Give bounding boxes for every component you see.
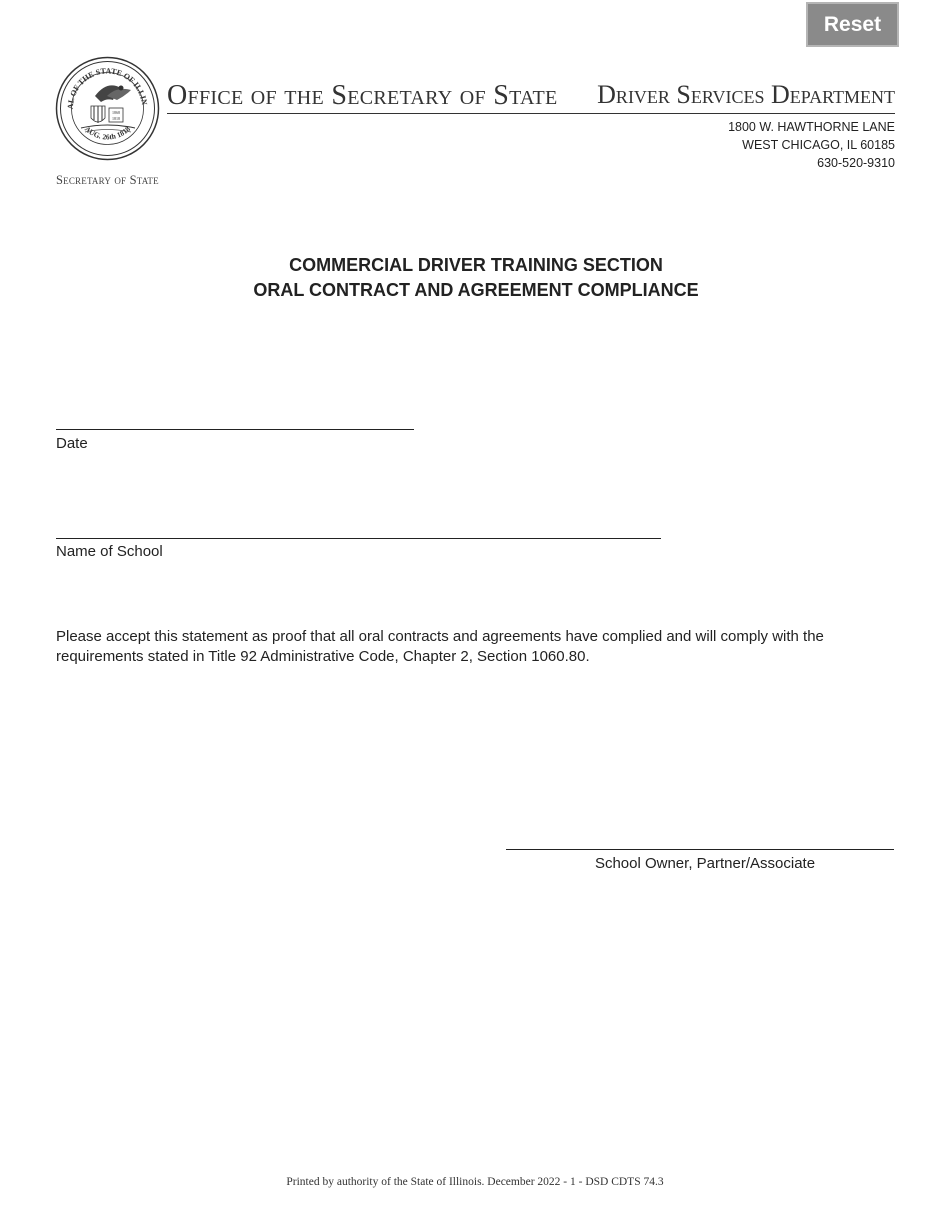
school-name-input[interactable] bbox=[56, 513, 661, 537]
address-block bbox=[728, 118, 895, 172]
date-underline bbox=[56, 429, 414, 430]
header-divider bbox=[167, 113, 895, 114]
reset-button[interactable]: Reset bbox=[806, 2, 899, 47]
state-seal bbox=[55, 56, 160, 161]
compliance-statement: Please accept this statement as proof that all oral contracts and agreements have complied and will comply with the requirements stated in Title 92 Administrative Code, Chapter 2, Section 1060.80. bbox=[56, 628, 824, 665]
phone-number: 630-520-9310 bbox=[817, 156, 895, 170]
address-line: 1800 W. HAWTHORNE LANE bbox=[728, 120, 895, 134]
signature-label: School Owner, Partner/Associate bbox=[594, 855, 816, 872]
form-title bbox=[0, 253, 950, 303]
school-name-label: Name of School bbox=[56, 543, 163, 560]
date-input[interactable] bbox=[56, 404, 414, 428]
signature-underline bbox=[506, 849, 894, 850]
svg-text:SEAL OF THE STATE OF ILLINOIS: AL OF THE STATE OF ILLIN bbox=[65, 66, 149, 110]
date-label: Date bbox=[56, 435, 88, 452]
form-title-line: COMMERCIAL DRIVER TRAINING SECTION bbox=[289, 255, 663, 275]
address-line: WEST CHICAGO, IL 60185 bbox=[742, 138, 895, 152]
signature-input[interactable] bbox=[506, 824, 894, 848]
seal-caption: Secretary of State bbox=[56, 173, 159, 187]
form-title-line: ORAL CONTRACT AND AGREEMENT COMPLIANCE bbox=[253, 280, 699, 300]
department-title: Driver Services Department bbox=[597, 80, 895, 109]
svg-text:1818: 1818 bbox=[112, 116, 120, 121]
state-seal-icon bbox=[55, 56, 160, 161]
school-name-underline bbox=[56, 538, 661, 539]
svg-text:1868: 1868 bbox=[112, 110, 120, 115]
svg-text:AUG. 26th 1818: AUG. 26th 1818 bbox=[82, 124, 133, 142]
footer-text: Printed by authority of the State of Illinois. December 2022 - 1 - DSD CDTS 74.3 bbox=[286, 1176, 664, 1188]
office-title: Office of the Secretary of State bbox=[167, 80, 558, 111]
